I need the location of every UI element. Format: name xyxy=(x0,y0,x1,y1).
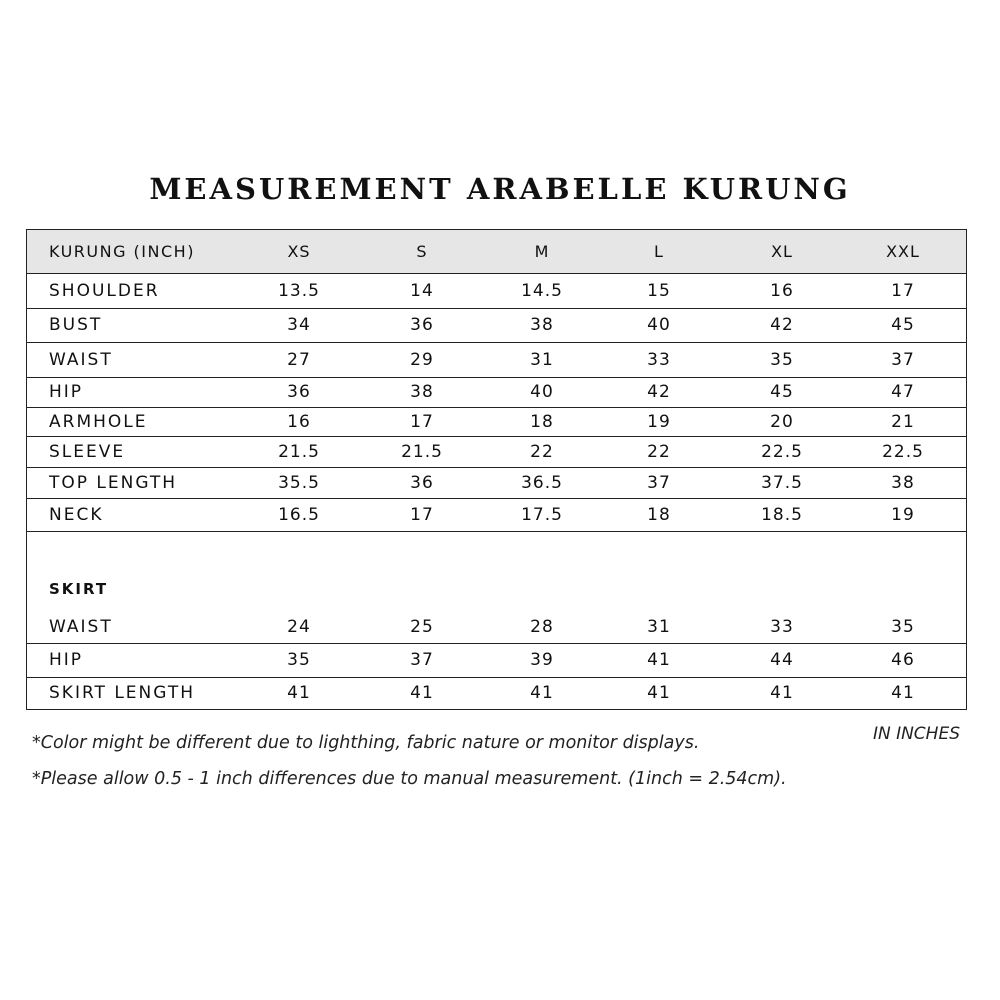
note-measurement: *Please allow 0.5 - 1 inch differences due to manual measurement. (1inch = 2.54cm). xyxy=(32,769,787,789)
measurement-cell: 35 xyxy=(287,650,311,670)
size-header: L xyxy=(654,242,664,261)
measurement-cell: 41 xyxy=(891,683,915,703)
table-row xyxy=(27,467,966,499)
measurement-cell: 47 xyxy=(891,382,915,402)
measurement-cell: 22 xyxy=(530,441,554,462)
measurement-cell: 22 xyxy=(647,441,671,462)
table-row xyxy=(27,610,966,644)
measurement-cell: 38 xyxy=(891,472,915,493)
measurement-cell: 38 xyxy=(410,382,434,402)
measurement-cell: 29 xyxy=(410,349,434,370)
header-label: KURUNG (INCH) xyxy=(49,242,195,261)
note-color: *Color might be different due to lighthing, fabric nature or monitor displays. xyxy=(32,733,700,753)
measurement-cell: 40 xyxy=(530,382,554,402)
measurement-cell: 31 xyxy=(647,616,671,637)
measurement-cell: 41 xyxy=(410,683,434,703)
measurement-cell: 22.5 xyxy=(761,441,803,462)
measurement-cell: 36 xyxy=(410,315,434,335)
measurement-cell: 14 xyxy=(410,280,434,301)
measurement-cell: 28 xyxy=(530,616,554,637)
row-label: TOP LENGTH xyxy=(49,472,178,493)
row-label: NECK xyxy=(49,504,104,525)
row-label: HIP xyxy=(49,650,84,670)
row-label: HIP xyxy=(49,382,84,402)
measurement-cell: 36 xyxy=(410,472,434,493)
measurement-cell: 36.5 xyxy=(521,472,563,493)
measurement-cell: 34 xyxy=(287,315,311,335)
measurement-cell: 16 xyxy=(770,280,794,301)
measurement-cell: 37 xyxy=(891,349,915,370)
table-row xyxy=(27,342,966,378)
measurement-cell: 31 xyxy=(530,349,554,370)
measurement-cell: 41 xyxy=(530,683,554,703)
measurement-cell: 37 xyxy=(647,472,671,493)
measurement-cell: 17 xyxy=(891,280,915,301)
size-header: XXL xyxy=(886,242,920,261)
measurement-cell: 15 xyxy=(647,280,671,301)
measurement-cell: 19 xyxy=(647,411,671,432)
measurement-cell: 33 xyxy=(770,616,794,637)
row-label: ARMHOLE xyxy=(49,411,148,432)
measurement-cell: 41 xyxy=(287,683,311,703)
measurement-cell: 21.5 xyxy=(278,441,320,462)
measurement-cell: 17 xyxy=(410,504,434,525)
measurement-cell: 18.5 xyxy=(761,504,803,525)
table-row xyxy=(27,677,966,709)
row-label: WAIST xyxy=(49,349,113,370)
measurement-cell: 18 xyxy=(647,504,671,525)
size-chart-table xyxy=(26,229,967,710)
measurement-cell: 41 xyxy=(647,683,671,703)
table-row xyxy=(27,377,966,408)
row-label: BUST xyxy=(49,315,103,335)
units-label: IN INCHES xyxy=(872,724,960,744)
size-header: S xyxy=(416,242,428,261)
table-row xyxy=(27,407,966,437)
measurement-cell: 37 xyxy=(410,650,434,670)
measurement-cell: 22.5 xyxy=(882,441,924,462)
size-header: M xyxy=(534,242,550,261)
measurement-cell: 21.5 xyxy=(401,441,443,462)
measurement-cell: 33 xyxy=(647,349,671,370)
measurement-cell: 45 xyxy=(891,315,915,335)
row-label: SLEEVE xyxy=(49,441,126,462)
measurement-cell: 35 xyxy=(891,616,915,637)
measurement-cell: 41 xyxy=(647,650,671,670)
table-row xyxy=(27,643,966,678)
measurement-cell: 16 xyxy=(287,411,311,432)
row-label: SKIRT LENGTH xyxy=(49,683,195,703)
measurement-cell: 42 xyxy=(770,315,794,335)
measurement-cell: 27 xyxy=(287,349,311,370)
measurement-cell: 19 xyxy=(891,504,915,525)
table-row xyxy=(27,436,966,468)
measurement-cell: 13.5 xyxy=(278,280,320,301)
page-title: MEASUREMENT ARABELLE KURUNG xyxy=(149,172,851,206)
measurement-cell: 41 xyxy=(770,683,794,703)
measurement-cell: 46 xyxy=(891,650,915,670)
measurement-cell: 25 xyxy=(410,616,434,637)
measurement-cell: 16.5 xyxy=(278,504,320,525)
measurement-cell: 14.5 xyxy=(521,280,563,301)
measurement-cell: 44 xyxy=(770,650,794,670)
size-header: XL xyxy=(771,242,793,261)
row-label: SHOULDER xyxy=(49,280,160,301)
measurement-cell: 45 xyxy=(770,382,794,402)
measurement-cell: 42 xyxy=(647,382,671,402)
measurement-cell: 38 xyxy=(530,315,554,335)
measurement-cell: 39 xyxy=(530,650,554,670)
table-row xyxy=(27,498,966,532)
skirt-section-title: SKIRT xyxy=(49,580,109,598)
measurement-cell: 21 xyxy=(891,411,915,432)
table-header-row xyxy=(27,230,966,274)
size-header: XS xyxy=(287,242,311,261)
measurement-cell: 24 xyxy=(287,616,311,637)
row-label: WAIST xyxy=(49,616,113,637)
measurement-cell: 18 xyxy=(530,411,554,432)
measurement-cell: 36 xyxy=(287,382,311,402)
measurement-cell: 40 xyxy=(647,315,671,335)
table-row xyxy=(27,308,966,343)
measurement-cell: 17 xyxy=(410,411,434,432)
measurement-cell: 37.5 xyxy=(761,472,803,493)
table-row xyxy=(27,273,966,309)
measurement-cell: 17.5 xyxy=(521,504,563,525)
measurement-cell: 35 xyxy=(770,349,794,370)
measurement-cell: 35.5 xyxy=(278,472,320,493)
measurement-cell: 20 xyxy=(770,411,794,432)
